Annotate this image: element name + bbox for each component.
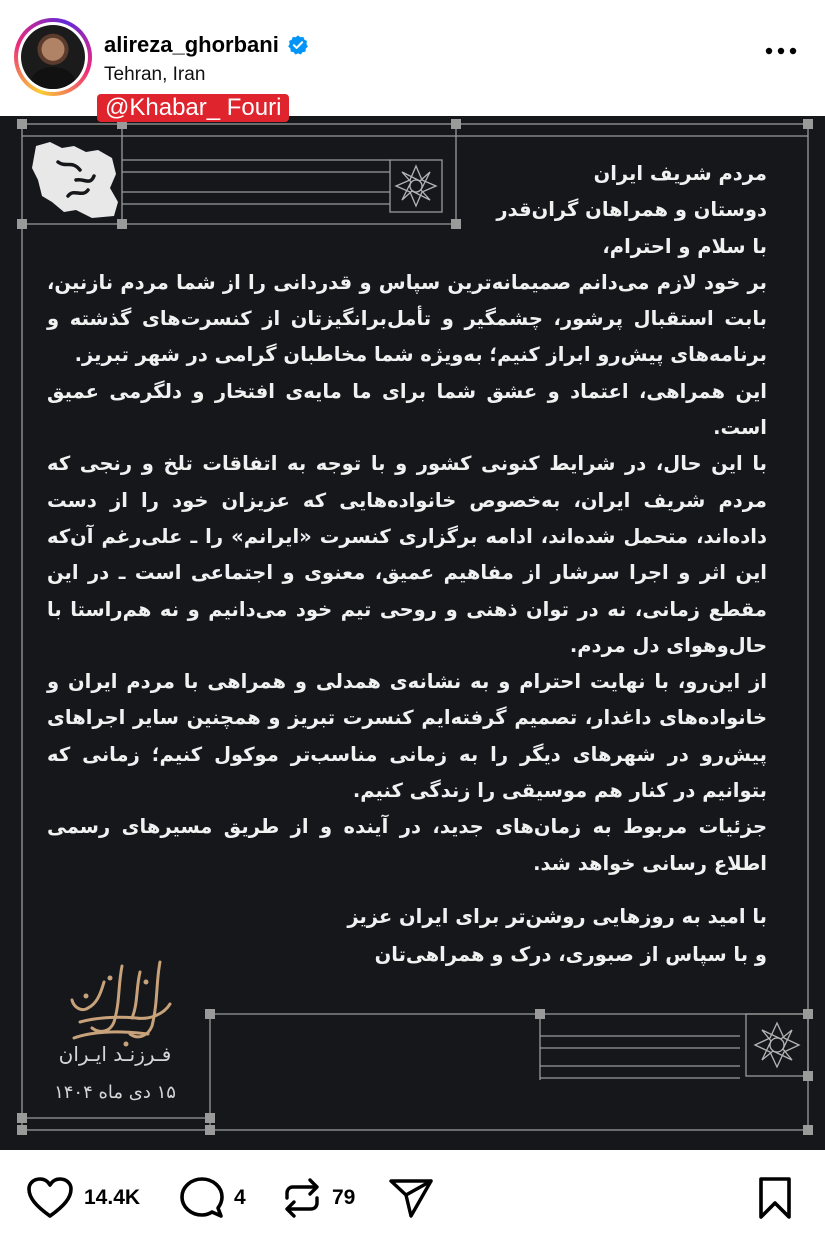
like-action[interactable] bbox=[26, 1176, 140, 1220]
paragraph-salutation-2: دوستان و همراهان گران‌قدر bbox=[496, 198, 767, 222]
username-row bbox=[104, 32, 309, 58]
paragraph-decision: از این‌رو، با نهایت احترام و به نشانه‌ی همدلی و همراهی با مردم ایران و خانواده‌های داغدار، تصمیم گرفته‌ایم کنسرت تبریز و همچنین سایر اجراهای پیش‌رو در شهرهای دیگر را به زمانی مناسب‌تر موکول کنیم؛ زمانی که بتوانیم در کنار هم موسیقی را زندگی کنیم. bbox=[47, 670, 767, 803]
post-image[interactable] bbox=[0, 116, 825, 1150]
location[interactable]: Tehran, Iran bbox=[104, 64, 206, 85]
paragraph-greeting: با سلام و احترام، bbox=[602, 234, 767, 258]
paragraph-situation: با این حال، در شرایط کنونی کشور و با توجه به اتفاقات تلخ و رنجی که مردم شریف ایران، به‌خصوص خانواده‌هایی که عزیزان خود را از دست داده‌اند، متحمل شده‌اند، ادامه برگزاری کنسرت «ایرانم» را ـ علی‌رغم آن‌که این اثر و اجرا سرشار از مفاهیم عمیق، معنوی و اجتماعی است ـ در این مقطع زمانی، نه در توان ذهنی و روحی تیم خود می‌دانیم و نه هم‌راستا با حال‌وهوای دل مردم. bbox=[47, 452, 767, 657]
paragraph-details: جزئیات مربوط به زمان‌های جدید، در آینده و از طریق مسیرهای رسمی اطلاع رسانی خواهد شد. bbox=[47, 815, 767, 875]
signature-calligraphy bbox=[60, 952, 180, 1052]
repost-icon[interactable] bbox=[282, 1176, 322, 1220]
action-bar bbox=[0, 1150, 825, 1238]
signature-title: فـرزنـد ایـران bbox=[58, 1042, 172, 1066]
avatar[interactable] bbox=[14, 18, 92, 96]
avatar-photo bbox=[21, 25, 85, 89]
comment-count[interactable]: 4 bbox=[234, 1186, 246, 1209]
paragraph-trust: این همراهی، اعتماد و عشق شما برای ما مایه‌ی افتخار و دلگرمی عمیق است. bbox=[47, 379, 767, 440]
comment-icon[interactable] bbox=[180, 1176, 224, 1220]
bookmark-icon[interactable] bbox=[757, 1176, 793, 1220]
avatar-border bbox=[18, 22, 88, 92]
announcement-text bbox=[47, 156, 767, 882]
username[interactable]: alireza_ghorbani bbox=[104, 32, 279, 57]
watermark-label: @Khabar_ Fouri bbox=[97, 94, 289, 122]
closing-line-2: و با سپاس از صبوری، درک و همراهی‌تان bbox=[374, 943, 767, 966]
signature-date: ۱۵ دی ماه ۱۴۰۴ bbox=[54, 1082, 176, 1103]
paragraph-gratitude: بر خود لازم می‌دانم صمیمانه‌ترین سپاس و قدردانی را از شما مردم نازنین، بابت استقبال پرشور، چشمگیر و تأمل‌برانگیزتان از کنسرت‌های گذشته و برنامه‌های پیش‌رو ابراز کنیم؛ به‌ویژه شما مخاطبان گرامی در شهر تبریز. bbox=[47, 270, 767, 367]
closing-line-1: با امید به روزهایی روشن‌تر برای ایران عزیز bbox=[347, 905, 767, 928]
send-icon[interactable] bbox=[388, 1176, 434, 1220]
comment-action[interactable] bbox=[180, 1176, 246, 1220]
save-action[interactable] bbox=[757, 1176, 793, 1220]
share-action[interactable] bbox=[388, 1176, 434, 1220]
paragraph-salutation-1: مردم شریف ایران bbox=[593, 162, 767, 185]
more-horizontal-icon[interactable] bbox=[765, 46, 797, 56]
repost-action[interactable] bbox=[282, 1176, 355, 1220]
like-count[interactable]: 14.4K bbox=[84, 1186, 141, 1209]
verified-badge-icon bbox=[287, 34, 309, 56]
repost-count[interactable]: 79 bbox=[332, 1186, 356, 1209]
heart-icon[interactable] bbox=[26, 1176, 74, 1220]
